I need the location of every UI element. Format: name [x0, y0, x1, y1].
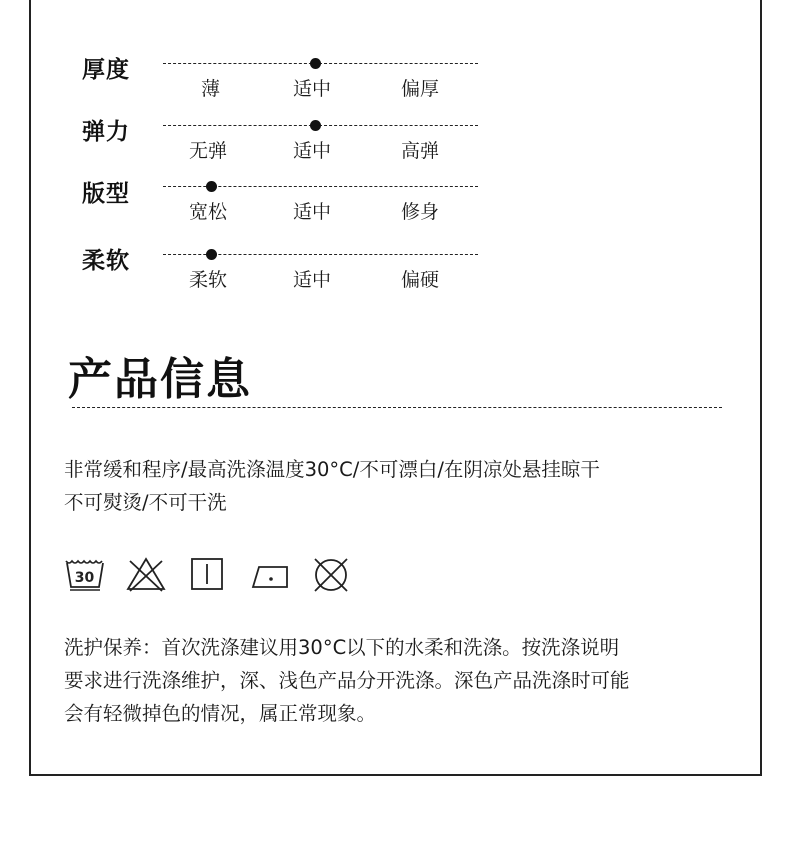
scale-marker: [310, 58, 321, 69]
attr-row-fit: [0, 168, 790, 228]
scale-option: 无弹: [189, 140, 228, 162]
scale-option: 薄: [201, 78, 221, 100]
no-dry-clean-icon: [311, 555, 351, 595]
scale-option: 适中: [293, 269, 332, 291]
wash-line: 非常缓和程序/最高洗涤温度30°C/不可漂白/在阴凉处悬挂晾干: [64, 458, 600, 481]
scale-option: 适中: [293, 140, 332, 162]
care-line: 洗护保养：首次洗涤建议用30°C以下的水柔和洗涤。按洗涤说明: [64, 636, 620, 659]
scale-marker: [310, 120, 321, 131]
attr-label: 厚度: [82, 57, 130, 83]
scale-option: 偏硬: [401, 269, 440, 291]
attr-row-elasticity: [0, 107, 790, 167]
care-line: 会有轻微掉色的情况，属正常现象。: [64, 702, 377, 725]
attr-row-softness: [0, 236, 790, 296]
attr-label: 版型: [82, 181, 130, 207]
scale-option: 柔软: [189, 269, 228, 291]
care-line: 要求进行洗涤维护，深、浅色产品分开洗涤。深色产品洗涤时可能: [64, 669, 630, 692]
hang-dry-icon: [190, 555, 226, 593]
wash-30-gentle-icon: [64, 555, 106, 593]
no-iron-icon: [249, 555, 291, 593]
scale-option: 宽松: [189, 201, 228, 223]
wash-temp-label: 30: [74, 570, 95, 586]
scale-option: 高弹: [401, 140, 440, 162]
scale-marker: [206, 181, 217, 192]
scale-option: 修身: [401, 201, 440, 223]
section-title: 产品信息: [68, 354, 252, 405]
title-divider: [72, 407, 722, 408]
care-instructions: [64, 631, 744, 730]
wash-instructions: [64, 453, 744, 519]
scale-option: 适中: [293, 78, 332, 100]
scale-option: 偏厚: [401, 78, 440, 100]
wash-line: 不可熨烫/不可干洗: [64, 491, 227, 514]
no-bleach-icon: [124, 555, 168, 595]
attr-label: 弹力: [82, 119, 130, 145]
attr-row-thickness: [0, 45, 790, 105]
scale-option: 适中: [293, 201, 332, 223]
attr-label: 柔软: [82, 248, 130, 274]
scale-marker: [206, 249, 217, 260]
